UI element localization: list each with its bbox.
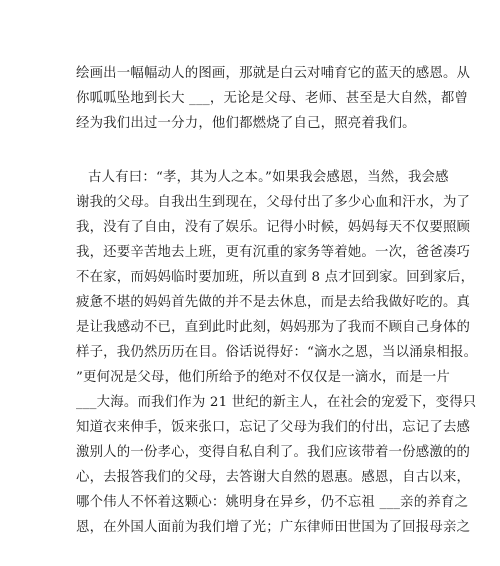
text-line-10: 是让我感动不已，直到此时此刻，妈妈那为了我而不顾自己身体的 <box>76 320 471 335</box>
text-line-11: 样子，我仍然历历在目。俗话说得好：“滴水之恩，当以涌泉相报。 <box>76 345 478 360</box>
text-line-2: 你呱呱坠地到长大 ___，无论是父母、老师、甚至是大自然，都曾 <box>76 91 469 106</box>
text-line-1: 绘画出一幅幅动人的图画，那就是白云对哺育它的蓝天的感恩。从 <box>76 66 471 81</box>
text-line-15: 激别人的一份孝心，变得自私自利了。我们应该带着一份感激的的 <box>76 445 471 460</box>
text-line-6: 我，没有了自由，没有了娱乐。记得小时候，妈妈每天不仅要照顾 <box>76 220 471 235</box>
text-line-8: 不在家，而妈妈临时要加班，所以直到 8 点才回到家。回到家后， <box>76 270 475 285</box>
text-line-9: 疲惫不堪的妈妈首先做的并不是去休息，而是去给我做好吃的。真 <box>76 295 471 310</box>
text-line-18: 恩，在外国人面前为我们增了光；广东律师田世国为了回报母亲之 <box>76 520 471 535</box>
text-line-7: 我，还要辛苦地去上班，更有沉重的家务等着她。一次，爸爸凑巧 <box>76 245 471 260</box>
text-line-16: 心，去报答我们的父母，去答谢大自然的恩惠。感恩，自古以来， <box>76 470 471 485</box>
text-line-14: 知道衣来伸手，饭来张口，忘记了父母为我们的付出，忘记了去感 <box>76 420 471 435</box>
text-line-3: 经为我们出过一分力，他们都燃烧了自己，照亮着我们。 <box>76 116 416 131</box>
text-line-12: ”更何况是父母，他们所给予的绝对不仅仅是一滴水，而是一片 <box>76 370 450 385</box>
text-line-13: ___大海。而我们作为 21 世纪的新主人，在社会的宠爱下，变得只 <box>76 395 477 410</box>
text-line-17: 哪个伟人不怀着这颗心：姚明身在异乡，仍不忘祖 ___亲的养育之 <box>76 495 469 510</box>
text-line-4: 古人有曰：“孝，其为人之本。”如果我会感恩，当然，我会感 <box>88 170 449 185</box>
text-line-5: 谢我的父母。自我出生到现在，父母付出了多少心血和汗水，为了 <box>76 195 471 210</box>
